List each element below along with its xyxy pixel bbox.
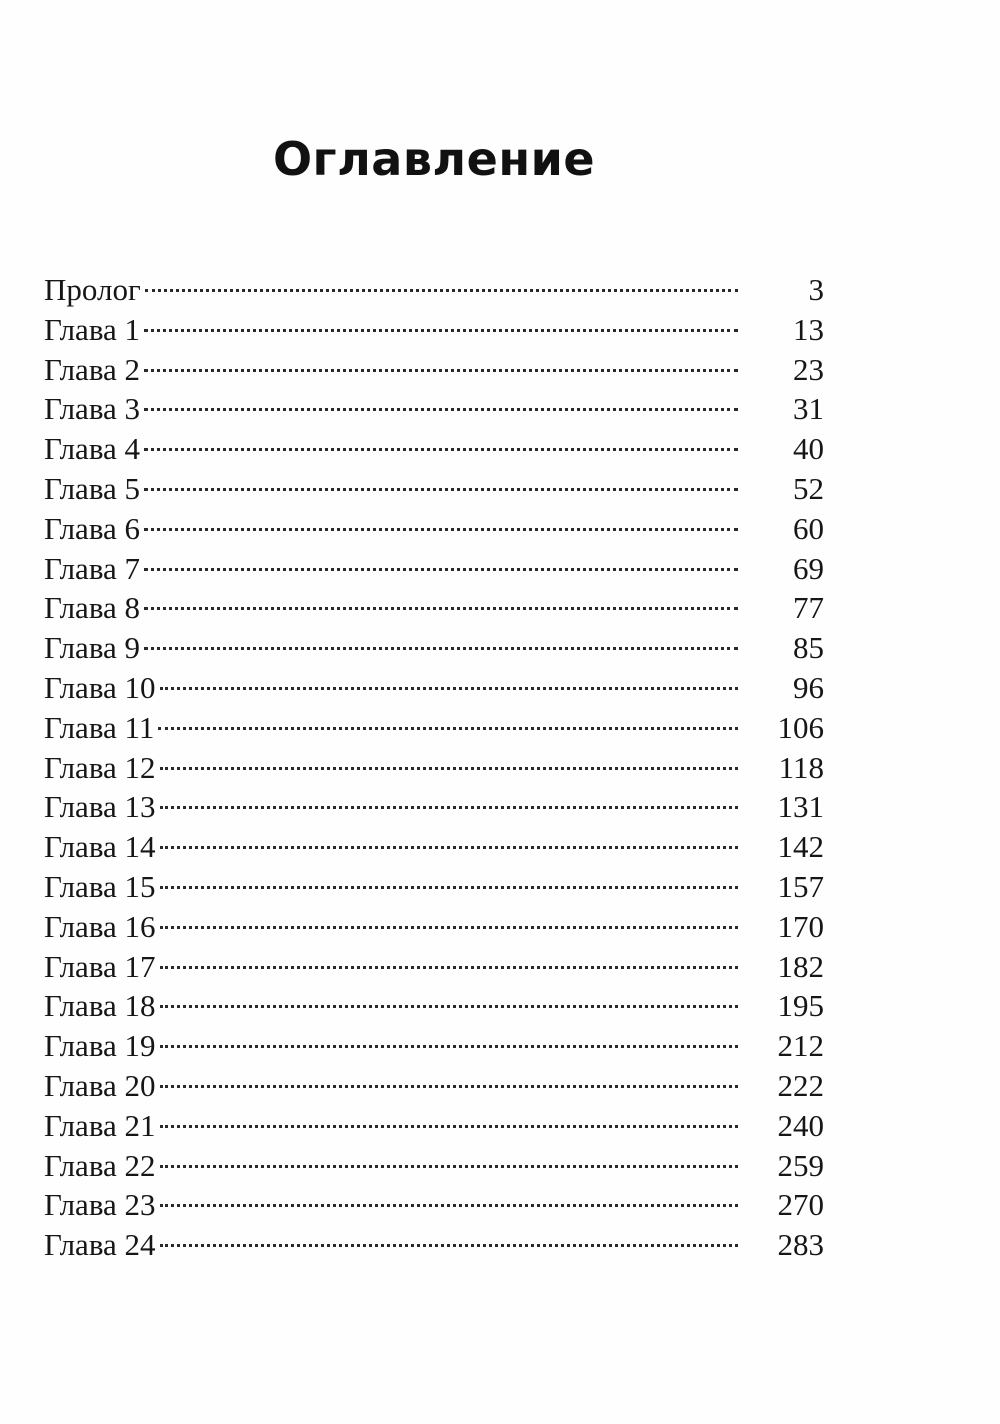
- toc-entry: [44, 1066, 824, 1106]
- toc-entry: [44, 469, 824, 509]
- dot-leader: [160, 1045, 738, 1048]
- toc-entry-label: Глава 18: [44, 988, 156, 1024]
- toc-entry-page-number: 69: [793, 550, 824, 586]
- dot-leader: [160, 687, 738, 690]
- toc-entry-page-number: 85: [793, 630, 824, 666]
- toc-entry: [44, 509, 824, 549]
- dot-leader: [160, 1085, 738, 1088]
- dot-leader: [160, 806, 738, 809]
- toc-entry: [44, 907, 824, 947]
- toc-entry-label: Глава 19: [44, 1028, 156, 1064]
- toc-entry: [44, 389, 824, 429]
- dot-leader: [145, 289, 738, 292]
- toc-entry-page-number: 240: [777, 1107, 824, 1143]
- toc-entry-label: Глава 1: [44, 311, 141, 347]
- toc-entry: [44, 748, 824, 788]
- dot-leader: [160, 966, 738, 969]
- toc-entry-label: Глава 24: [44, 1227, 156, 1263]
- toc-entry-label: Глава 14: [44, 829, 156, 865]
- toc-entry-label: Глава 15: [44, 868, 156, 904]
- toc-entry-label: Глава 3: [44, 391, 141, 427]
- toc-entry-page-number: 195: [777, 988, 824, 1024]
- toc-entry-label: Глава 21: [44, 1107, 156, 1143]
- toc-entry: [44, 668, 824, 708]
- dot-leader: [144, 369, 738, 372]
- toc-entry-page-number: 3: [808, 272, 824, 307]
- toc-entry: [44, 986, 824, 1026]
- toc-entry-label: Глава 6: [44, 510, 141, 546]
- dot-leader: [160, 1005, 738, 1008]
- dot-leader: [160, 886, 738, 889]
- toc-entry: [44, 1106, 824, 1146]
- toc-entry-page-number: 212: [777, 1028, 824, 1064]
- toc-entry-page-number: 283: [777, 1227, 824, 1263]
- toc-entry-page-number: 270: [777, 1187, 824, 1223]
- toc-entry-page-number: 182: [777, 948, 824, 984]
- toc-entry-label: Глава 22: [44, 1147, 156, 1183]
- toc-entry: [44, 1185, 824, 1225]
- toc-entry-page-number: 106: [777, 709, 824, 745]
- toc-entry-page-number: 118: [778, 749, 824, 785]
- toc-entry: [44, 350, 824, 390]
- dot-leader: [160, 1165, 738, 1168]
- toc-entry-label: Глава 10: [44, 669, 156, 705]
- toc-entry-page-number: 157: [777, 868, 824, 904]
- table-of-contents: [44, 270, 824, 1265]
- dot-leader: [158, 727, 738, 730]
- toc-entry: [44, 588, 824, 628]
- toc-entry-label: Глава 8: [44, 590, 141, 626]
- dot-leader: [160, 1244, 738, 1247]
- toc-entry: [44, 1146, 824, 1186]
- toc-entry: [44, 947, 824, 987]
- dot-leader: [144, 647, 738, 650]
- toc-entry-page-number: 40: [793, 431, 824, 467]
- toc-entry-page-number: 259: [777, 1147, 824, 1183]
- toc-entry-label: Глава 13: [44, 789, 156, 825]
- toc-entry-page-number: 60: [793, 510, 824, 546]
- toc-entry: [44, 549, 824, 589]
- dot-leader: [144, 408, 738, 411]
- toc-entry-page-number: 131: [777, 789, 824, 825]
- dot-leader: [160, 767, 738, 770]
- toc-entry-page-number: 52: [793, 470, 824, 506]
- toc-entry: [44, 867, 824, 907]
- toc-entry-page-number: 142: [777, 829, 824, 865]
- toc-entry: [44, 310, 824, 350]
- toc-entry: [44, 787, 824, 827]
- toc-entry-label: Глава 23: [44, 1187, 156, 1223]
- toc-entry: [44, 429, 824, 469]
- toc-entry-label: Глава 11: [44, 709, 155, 745]
- toc-entry-label: Глава 2: [44, 351, 141, 387]
- toc-entry: [44, 628, 824, 668]
- toc-entry: [44, 708, 824, 748]
- dot-leader: [160, 846, 738, 849]
- dot-leader: [160, 1125, 738, 1128]
- toc-entry-page-number: 13: [793, 311, 824, 347]
- toc-entry-label: Глава 16: [44, 908, 156, 944]
- toc-entry-page-number: 31: [793, 391, 824, 427]
- toc-entry-page-number: 170: [777, 908, 824, 944]
- toc-entry-page-number: 77: [793, 590, 824, 626]
- toc-entry-label: Глава 4: [44, 431, 141, 467]
- page-title: Оглавление: [272, 132, 596, 186]
- toc-entry-label: Глава 5: [44, 470, 141, 506]
- dot-leader: [144, 448, 738, 451]
- toc-entry-page-number: 222: [777, 1067, 824, 1103]
- dot-leader: [144, 329, 738, 332]
- toc-entry-page-number: 23: [793, 351, 824, 387]
- toc-entry-label: Глава 7: [44, 550, 141, 586]
- toc-entry: [44, 270, 824, 310]
- dot-leader: [160, 1204, 738, 1207]
- toc-entry-page-number: 96: [793, 669, 824, 705]
- toc-entry-label: Глава 12: [44, 749, 156, 785]
- toc-entry-label: Глава 17: [44, 948, 156, 984]
- toc-entry: [44, 1026, 824, 1066]
- toc-entry-label: Глава 20: [44, 1067, 156, 1103]
- dot-leader: [144, 528, 738, 531]
- dot-leader: [144, 607, 738, 610]
- toc-entry-label: Пролог: [44, 272, 141, 307]
- toc-entry: [44, 1225, 824, 1265]
- dot-leader: [160, 926, 738, 929]
- dot-leader: [144, 568, 738, 571]
- toc-entry-label: Глава 9: [44, 630, 141, 666]
- dot-leader: [144, 488, 738, 491]
- toc-entry: [44, 827, 824, 867]
